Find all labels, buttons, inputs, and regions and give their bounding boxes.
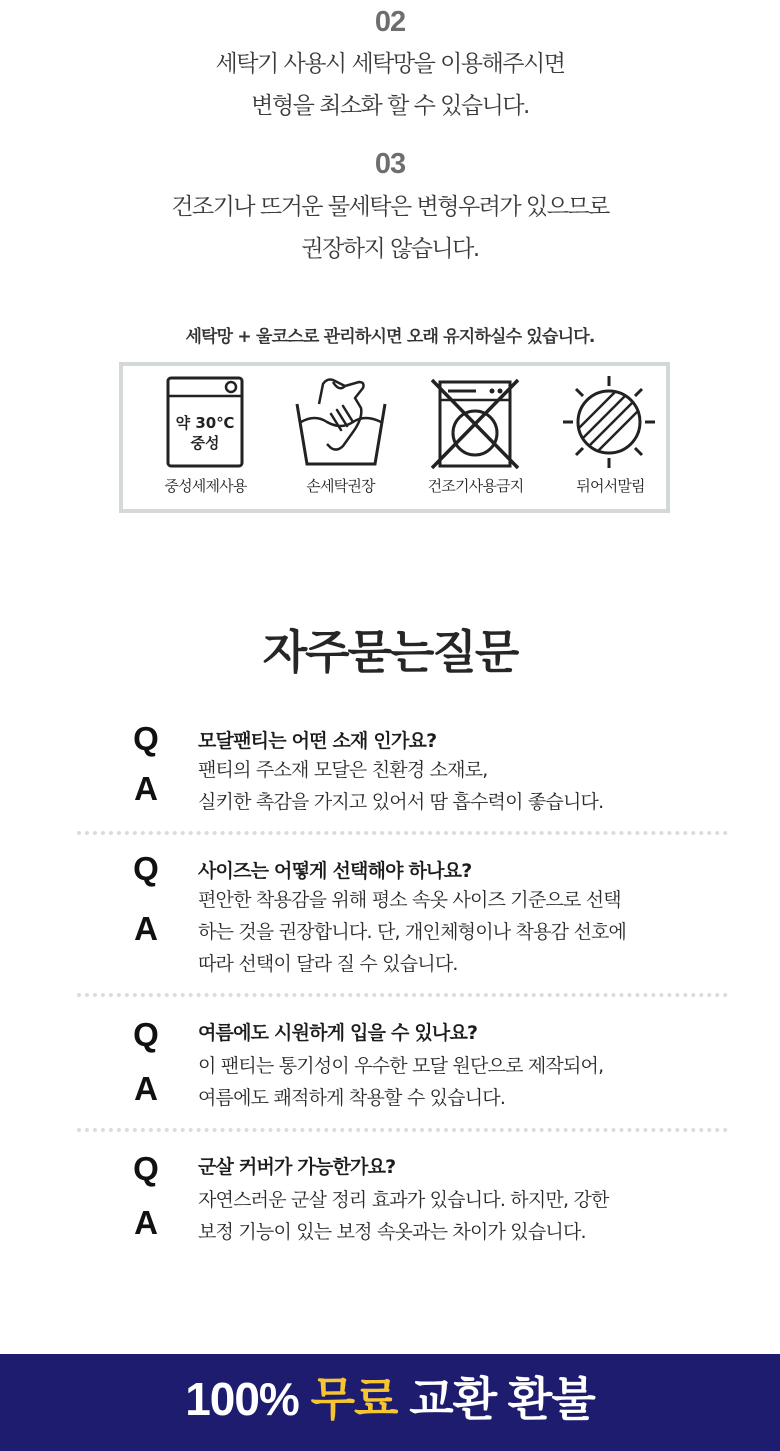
no-dryer-icon	[430, 374, 520, 470]
faq-answer-1	[198, 754, 698, 818]
answer-line: 하는 것을 권장합니다. 단, 개인체형이나 착용감 선호에	[198, 921, 627, 943]
care-item-neutral-detergent	[138, 366, 273, 509]
shade-dry-icon	[561, 374, 657, 470]
care-label: 건조기사용금지	[427, 477, 524, 495]
icon-text-neutral: 중성	[190, 434, 220, 452]
step-02-line-2: 변형을 최소화 할 수 있습니다.	[251, 93, 529, 119]
answer-line: 편안한 착용감을 위해 평소 속옷 사이즈 기준으로 선택	[198, 889, 621, 911]
care-label: 중성세제사용	[164, 477, 247, 495]
icon-text-temperature: 약 30℃	[175, 414, 235, 432]
a-letter: A	[134, 1204, 158, 1241]
banner-percent: 100%	[185, 1373, 299, 1425]
care-label: 뒤어서말림	[576, 477, 645, 495]
care-note: 세탁망 + 울코스로 관리하시면 오래 유지하실수 있습니다.	[185, 327, 595, 347]
answer-line: 팬티의 주소재 모달은 친환경 소재로,	[198, 759, 488, 781]
answer-line: 자연스러운 군살 정리 효과가 있습니다. 하지만, 강한	[198, 1189, 609, 1211]
step-03-line-1: 건조기나 뜨거운 물세탁은 변형우려가 있으므로	[171, 194, 609, 220]
answer-line: 여름에도 쾌적하게 착용할 수 있습니다.	[198, 1087, 506, 1109]
q-letter: Q	[133, 720, 159, 757]
faq-divider	[77, 1128, 728, 1132]
hand-wash-icon	[293, 374, 389, 470]
answer-line: 이 팬티는 통기성이 우수한 모달 원단으로 제작되어,	[198, 1055, 604, 1077]
answer-line: 실키한 촉감을 가지고 있어서 땀 흡수력이 좋습니다.	[198, 791, 604, 813]
faq-title: 자주묻는질문	[262, 625, 518, 679]
a-letter: A	[134, 1070, 158, 1107]
step-02-line-1: 세탁기 사용시 세탁망을 이용해주시면	[215, 51, 565, 77]
faq-divider	[77, 993, 728, 997]
faq-question-3: 여름에도 시원하게 입을 수 있나요?	[198, 1022, 478, 1044]
care-instructions-box	[119, 362, 670, 513]
banner-highlight-free: 무료	[310, 1373, 398, 1425]
q-letter: Q	[133, 850, 159, 887]
step-number-03: 03	[374, 148, 406, 180]
faq-divider	[77, 831, 728, 835]
neutral-detergent-icon	[166, 374, 246, 470]
faq-question-1: 모달팬티는 어떤 소재 인가요?	[198, 730, 437, 752]
answer-line: 따라 선택이 달라 질 수 있습니다.	[198, 953, 458, 975]
step-number-02: 02	[374, 6, 406, 38]
a-letter: A	[134, 910, 158, 947]
faq-question-4: 군살 커버가 가능한가요?	[198, 1156, 396, 1178]
faq-answer-2	[198, 884, 698, 980]
step-03-line-2: 권장하지 않습니다.	[301, 236, 479, 262]
a-letter: A	[134, 770, 158, 807]
answer-line: 보정 기능이 있는 보정 속옷과는 차이가 있습니다.	[198, 1221, 586, 1243]
faq-answer-3	[198, 1050, 698, 1114]
free-exchange-refund-banner	[0, 1354, 780, 1451]
q-letter: Q	[133, 1150, 159, 1187]
care-item-shade-dry	[543, 366, 678, 509]
care-item-no-dryer	[408, 366, 543, 509]
care-item-hand-wash	[273, 366, 408, 509]
banner-exchange-refund: 교환 환불	[409, 1373, 595, 1425]
faq-answer-4	[198, 1184, 698, 1248]
faq-question-2: 사이즈는 어떻게 선택해야 하나요?	[198, 860, 472, 882]
q-letter: Q	[133, 1016, 159, 1053]
care-label: 손세탁권장	[306, 477, 375, 495]
